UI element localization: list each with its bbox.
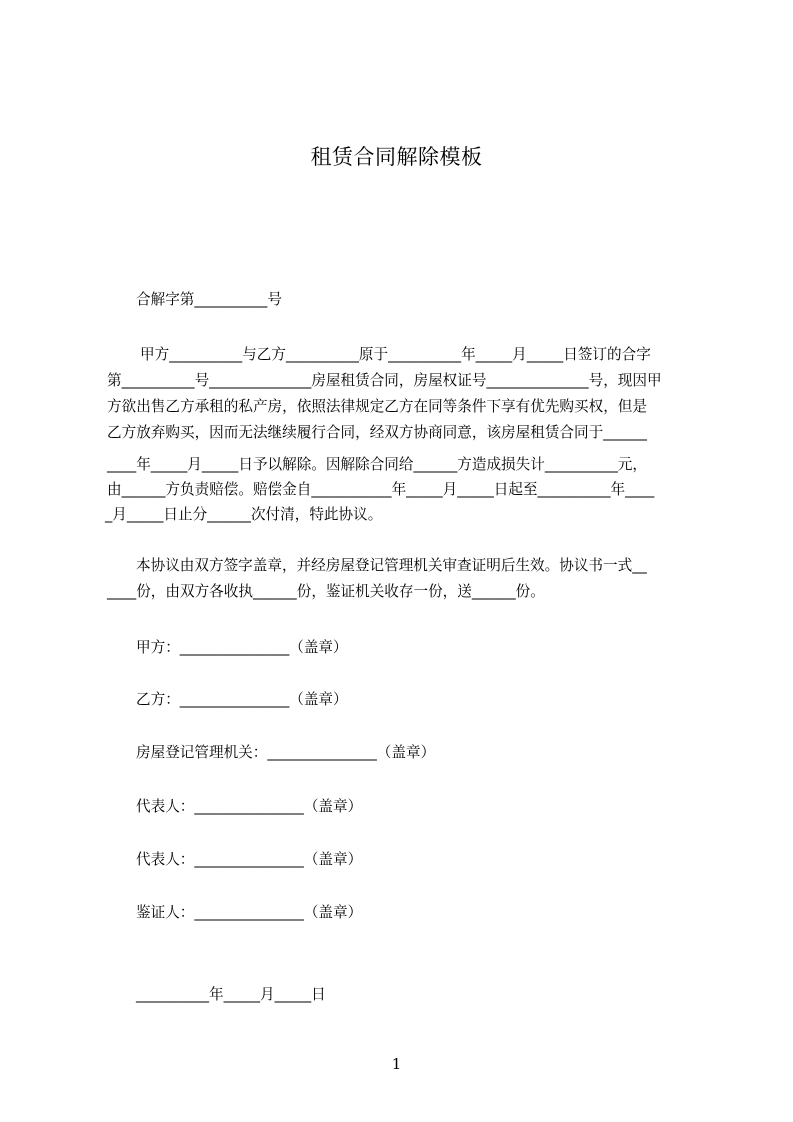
paragraph-line: 方欲出售乙方承租的私产房，依照法律规定乙方在同等条件下享有优先购买权，但是 [107, 398, 647, 415]
paragraph-line: ____年_____月_____日予以解除。因解除合同给______方造成损失计__________元， [107, 456, 647, 473]
representative-signature: 代表人：_______________（盖章） [136, 798, 363, 815]
witness-signature: 鉴证人：_______________（盖章） [136, 904, 363, 921]
representative-signature: 代表人：_______________（盖章） [136, 851, 363, 868]
paragraph-line: _月_____日止分______次付清，特此协议。 [105, 506, 383, 523]
paragraph-line: 由______方负责赔偿。赔偿金自___________年_____月_____日起至__________年____ [107, 481, 655, 498]
paragraph-line: ____份，由双方各收执______份，鉴证机关收存一份，送______份。 [107, 583, 545, 600]
paragraph-line: 第__________号______________房屋租赁合同，房屋权证号______________号，现因甲 [107, 372, 662, 389]
party-b-signature: 乙方：_______________（盖章） [136, 691, 348, 708]
paragraph-line: 甲方__________与乙方__________原于__________年_____月_____日签订的合字 [140, 346, 651, 363]
document-title: 租赁合同解除模板 [310, 145, 483, 169]
paragraph-line: 乙方放弃购买，因而无法继续履行合同，经双方协商同意，该房屋租赁合同于______ [107, 424, 647, 441]
date-line: __________年_____月_____日 [136, 986, 326, 1003]
page-number: 1 [391, 1055, 402, 1073]
paragraph-line: 本协议由双方签字盖章，并经房屋登记管理机关审查证明后生效。协议书一式__ [136, 557, 647, 574]
party-a-signature: 甲方：_______________（盖章） [136, 639, 348, 656]
contract-number-line: 合解字第__________号 [136, 291, 282, 308]
authority-signature: 房屋登记管理机关：_______________（盖章） [136, 744, 436, 761]
